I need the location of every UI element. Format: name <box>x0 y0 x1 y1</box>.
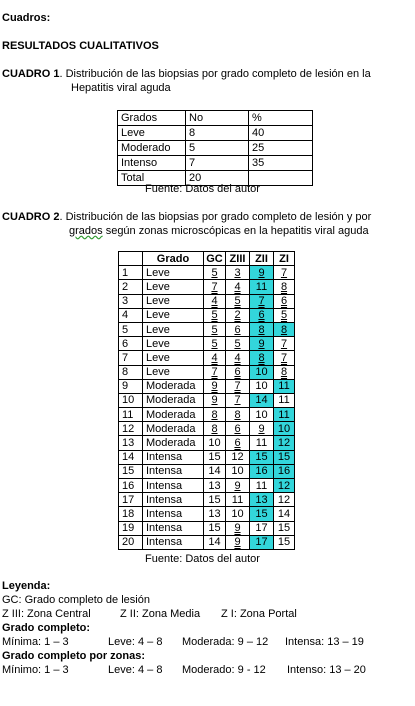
cuadro2-row <box>119 521 295 535</box>
cuadro2-cell: 9 <box>226 521 250 535</box>
cuadro2-title-b <box>69 225 369 237</box>
legend-zones <box>2 608 297 620</box>
cuadro2-cell: 14 <box>204 535 226 549</box>
page-heading: Cuadros: <box>2 12 51 24</box>
cuadro2-cell: 6 <box>119 337 143 351</box>
cuadro2-cell: Intensa <box>143 521 204 535</box>
cuadro2-cell: 10 <box>250 379 274 393</box>
cuadro2-title-a: . Distribución de las biopsias por grado completo de lesión y por <box>59 211 372 223</box>
legend-z-int: Intenso: 13 – 20 <box>287 664 366 676</box>
cuadro2-row <box>119 393 295 407</box>
cuadro2-cell: 17 <box>119 493 143 507</box>
cuadro2-row <box>119 379 295 393</box>
cuadro2-cell: Leve <box>143 280 204 294</box>
cuadro2-cell: 10 <box>226 507 250 521</box>
cuadro2-row <box>119 280 295 294</box>
cuadro2-cell: 5 <box>204 266 226 280</box>
cuadro2-cell: 8 <box>274 322 295 336</box>
cuadro2-header-cell: ZIII <box>226 252 250 266</box>
cuadro2-source: Fuente: Datos del autor <box>145 553 260 565</box>
cuadro2-cell: 11 <box>274 379 295 393</box>
cuadro2-cell: 7 <box>226 393 250 407</box>
cuadro2-cell: 10 <box>204 436 226 450</box>
cuadro2-cell: 20 <box>119 535 143 549</box>
cuadro2-row <box>119 479 295 493</box>
cuadro2-row <box>119 507 295 521</box>
cuadro2-cell: 13 <box>204 479 226 493</box>
cuadro2-cell: 2 <box>226 308 250 322</box>
legend-grado-title: Grado completo: <box>2 622 91 634</box>
cuadro1-header-row <box>118 111 313 126</box>
cuadro2-cell: Moderada <box>143 408 204 422</box>
cuadro2-cell: 17 <box>250 521 274 535</box>
cuadro2-header-cell: GC <box>204 252 226 266</box>
cuadro2-cell: Leve <box>143 322 204 336</box>
legend-z1: Z I: Zona Portal <box>221 608 297 620</box>
cuadro2-cell: 1 <box>119 266 143 280</box>
legend-zona-title: Grado completo por zonas: <box>2 650 146 662</box>
cuadro1-cell: Total <box>118 171 186 186</box>
cuadro2-cell: 9 <box>119 379 143 393</box>
cuadro2-cell: 5 <box>204 337 226 351</box>
cuadro2-row <box>119 294 295 308</box>
cuadro2-row <box>119 493 295 507</box>
cuadro1-row <box>118 126 313 141</box>
cuadro1-title-a: . Distribución de las biopsias por grado completo de lesión en la <box>59 68 371 80</box>
cuadro1-cell: 25 <box>249 141 313 156</box>
cuadro2-cell: 3 <box>226 266 250 280</box>
cuadro2-cell: Moderada <box>143 436 204 450</box>
cuadro2-cell: Intensa <box>143 535 204 549</box>
cuadro2-cell: 8 <box>274 280 295 294</box>
cuadro2-cell: Intensa <box>143 464 204 478</box>
cuadro2-cell: Leve <box>143 351 204 365</box>
cuadro2-cell: 15 <box>204 450 226 464</box>
cuadro2-cell: 7 <box>119 351 143 365</box>
cuadro1-title-b: Hepatitis viral aguda <box>71 82 171 94</box>
cuadro2-row <box>119 351 295 365</box>
cuadro2-cell: 12 <box>274 479 295 493</box>
cuadro2-cell: 12 <box>274 493 295 507</box>
cuadro2-cell: Moderada <box>143 393 204 407</box>
cuadro2-cell: 16 <box>119 479 143 493</box>
cuadro2-label: CUADRO 2 <box>2 211 60 223</box>
cuadro2-header-cell: Grado <box>143 252 204 266</box>
cuadro2-cell: 11 <box>274 408 295 422</box>
cuadro2-cell: 13 <box>250 493 274 507</box>
cuadro2-cell: 9 <box>226 479 250 493</box>
cuadro2-cell: 15 <box>274 521 295 535</box>
cuadro2-cell: 5 <box>274 308 295 322</box>
cuadro2-cell: 10 <box>119 393 143 407</box>
cuadro2-cell: 6 <box>226 322 250 336</box>
cuadro2-cell: 4 <box>226 280 250 294</box>
legend-grado-row <box>2 636 412 648</box>
cuadro2-cell: 13 <box>204 507 226 521</box>
cuadro2-cell: 17 <box>250 535 274 549</box>
cuadro2-cell: 13 <box>119 436 143 450</box>
cuadro2-cell: 12 <box>274 436 295 450</box>
cuadro2-row <box>119 436 295 450</box>
legend-zona-row <box>2 664 412 676</box>
cuadro2-cell: 14 <box>204 464 226 478</box>
legend-gc: GC: Grado completo de lesión <box>2 594 150 606</box>
cuadro2-row <box>119 308 295 322</box>
legend-z3: Z III: Zona Central <box>2 608 91 620</box>
cuadro2-cell: 7 <box>274 337 295 351</box>
cuadro2-cell: 11 <box>250 436 274 450</box>
cuadro2-cell: 6 <box>226 365 250 379</box>
cuadro2-cell: 9 <box>250 266 274 280</box>
cuadro2-row <box>119 365 295 379</box>
cuadro2-cell: 18 <box>119 507 143 521</box>
cuadro2-cell: 14 <box>119 450 143 464</box>
cuadro2-cell: 7 <box>204 365 226 379</box>
cuadro2-cell: 12 <box>226 450 250 464</box>
cuadro2-cell: 6 <box>226 422 250 436</box>
cuadro2-cell: 2 <box>119 280 143 294</box>
cuadro2-cell: 7 <box>274 351 295 365</box>
legend-z2: Z II: Zona Media <box>120 608 201 620</box>
cuadro2-cell: 8 <box>226 408 250 422</box>
cuadro2-cell: 7 <box>274 266 295 280</box>
cuadro2-cell: Leve <box>143 365 204 379</box>
cuadro2-cell: 11 <box>274 393 295 407</box>
cuadro2-cell: 8 <box>250 351 274 365</box>
cuadro1-cell: 8 <box>186 126 249 141</box>
cuadro2-cell: 4 <box>119 308 143 322</box>
cuadro2-cell: 5 <box>119 322 143 336</box>
cuadro2-cell: 15 <box>204 493 226 507</box>
legend-g-int: Intensa: 13 – 19 <box>285 636 364 648</box>
cuadro2-cell: 9 <box>250 337 274 351</box>
cuadro2-row <box>119 322 295 336</box>
cuadro1-title <box>2 68 371 80</box>
cuadro2-cell: Leve <box>143 337 204 351</box>
cuadro1-cell: 7 <box>186 156 249 171</box>
cuadro2-table <box>118 251 295 550</box>
cuadro1-header-cell: % <box>249 111 313 126</box>
cuadro2-header-cell: ZII <box>250 252 274 266</box>
cuadro2-cell: 10 <box>250 365 274 379</box>
legend-g-min: Mínima: 1 – 3 <box>2 636 69 648</box>
cuadro2-row <box>119 464 295 478</box>
cuadro2-cell: Intensa <box>143 493 204 507</box>
cuadro2-title-b1: grados <box>69 225 103 237</box>
legend-z-leve: Leve: 4 – 8 <box>108 664 163 676</box>
cuadro2-cell: 4 <box>204 294 226 308</box>
cuadro2-cell: Moderada <box>143 422 204 436</box>
legend-g-mod: Moderada: 9 – 12 <box>182 636 269 648</box>
cuadro2-cell: 5 <box>226 294 250 308</box>
legend-z-mod: Moderado: 9 - 12 <box>182 664 266 676</box>
cuadro2-cell: 5 <box>226 337 250 351</box>
section-title: RESULTADOS CUALITATIVOS <box>2 40 159 52</box>
cuadro1-header-cell: No <box>186 111 249 126</box>
cuadro2-cell: Moderada <box>143 379 204 393</box>
cuadro2-cell: Intensa <box>143 479 204 493</box>
cuadro2-cell: 4 <box>204 351 226 365</box>
cuadro2-row <box>119 266 295 280</box>
cuadro1-table <box>117 110 313 186</box>
legend-z-min: Mínimo: 1 – 3 <box>2 664 69 676</box>
cuadro2-cell: 11 <box>250 280 274 294</box>
cuadro2-cell: 16 <box>274 464 295 478</box>
cuadro1-row <box>118 156 313 171</box>
cuadro2-cell: Leve <box>143 294 204 308</box>
cuadro1-source: Fuente: Datos del autor <box>145 183 260 195</box>
cuadro2-cell: 8 <box>204 408 226 422</box>
cuadro2-cell: 12 <box>119 422 143 436</box>
cuadro1-cell: 35 <box>249 156 313 171</box>
cuadro2-cell: 5 <box>204 308 226 322</box>
cuadro2-title <box>2 211 371 223</box>
cuadro2-row <box>119 450 295 464</box>
cuadro2-cell: 7 <box>250 294 274 308</box>
cuadro1-cell: Leve <box>118 126 186 141</box>
cuadro2-row <box>119 422 295 436</box>
cuadro2-cell: 19 <box>119 521 143 535</box>
cuadro1-cell: Moderado <box>118 141 186 156</box>
cuadro2-cell: 9 <box>250 422 274 436</box>
cuadro2-cell: 11 <box>250 479 274 493</box>
cuadro2-cell: 10 <box>274 422 295 436</box>
cuadro2-cell: 15 <box>250 450 274 464</box>
cuadro2-cell: 5 <box>204 322 226 336</box>
cuadro1-cell: 20 <box>186 171 249 186</box>
cuadro2-row <box>119 337 295 351</box>
cuadro2-cell: 14 <box>274 507 295 521</box>
cuadro2-cell: 6 <box>250 308 274 322</box>
cuadro2-cell: 15 <box>250 507 274 521</box>
cuadro2-cell: Leve <box>143 308 204 322</box>
cuadro2-header-cell: ZI <box>274 252 295 266</box>
cuadro2-cell: 8 <box>204 422 226 436</box>
cuadro2-cell: 3 <box>119 294 143 308</box>
cuadro2-cell: 8 <box>119 365 143 379</box>
cuadro2-header-cell <box>119 252 143 266</box>
cuadro2-cell: 11 <box>119 408 143 422</box>
legend-g-leve: Leve: 4 – 8 <box>108 636 163 648</box>
cuadro2-row <box>119 535 295 549</box>
cuadro2-cell: 10 <box>226 464 250 478</box>
cuadro2-cell: 8 <box>250 322 274 336</box>
cuadro1-cell: 5 <box>186 141 249 156</box>
cuadro2-cell: 15 <box>119 464 143 478</box>
cuadro2-cell: 4 <box>226 351 250 365</box>
cuadro2-cell: 9 <box>204 379 226 393</box>
cuadro2-cell: 16 <box>250 464 274 478</box>
cuadro2-cell: 6 <box>226 436 250 450</box>
cuadro2-cell: 9 <box>204 393 226 407</box>
cuadro1-row <box>118 141 313 156</box>
cuadro2-cell: 14 <box>250 393 274 407</box>
cuadro2-cell: Intensa <box>143 507 204 521</box>
cuadro2-cell: Leve <box>143 266 204 280</box>
cuadro2-cell: 9 <box>226 535 250 549</box>
cuadro2-cell: 6 <box>274 294 295 308</box>
cuadro2-cell: Intensa <box>143 450 204 464</box>
cuadro2-cell: 7 <box>226 379 250 393</box>
cuadro2-cell: 11 <box>226 493 250 507</box>
cuadro2-cell: 10 <box>250 408 274 422</box>
cuadro1-label: CUADRO 1 <box>2 68 60 80</box>
cuadro2-cell: 15 <box>204 521 226 535</box>
cuadro2-title-b2: según zonas microscópicas en la hepatitis viral aguda <box>102 225 369 237</box>
legend-title: Leyenda: <box>2 580 51 592</box>
cuadro2-row <box>119 408 295 422</box>
cuadro1-cell: Intenso <box>118 156 186 171</box>
cuadro2-cell: 8 <box>274 365 295 379</box>
cuadro1-cell: 40 <box>249 126 313 141</box>
cuadro2-cell: 15 <box>274 535 295 549</box>
cuadro1-header-cell: Grados <box>118 111 186 126</box>
cuadro2-cell: 7 <box>204 280 226 294</box>
cuadro2-cell: 15 <box>274 450 295 464</box>
